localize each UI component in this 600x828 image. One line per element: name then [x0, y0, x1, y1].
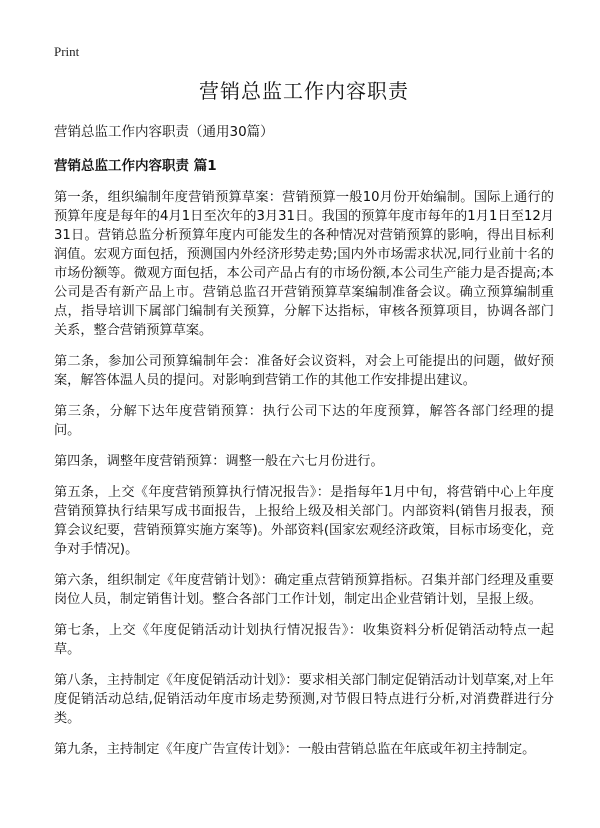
paragraph-article-9: 第九条，主持制定《年度广告宣传计划》：一般由营销总监在年底或年初主持制定。: [54, 742, 536, 757]
paragraph-article-4: 第四条，调整年度营销预算：调整一般在六七月份进行。: [54, 454, 384, 469]
paragraph-article-8: 第八条，主持制定《年度促销活动计划》：要求相关部门制定促销活动计划草案,对上年度促销活动总结,促销活动年度市场走势预测,对节假日特点进行分析,对消费群进行分类。: [54, 673, 554, 726]
section-heading: 营销总监工作内容职责 篇1: [54, 158, 217, 174]
paragraph-article-6: 第六条，组织制定《年度营销计划》：确定重点营销预算指标。召集并部门经理及重要岗位人员，制定销售计划。整合各部门工作计划，制定出企业营销计划，呈报上级。: [54, 573, 554, 607]
paragraph-article-2: 第二条，参加公司预算编制年会：准备好会议资料，对会上可能提出的问题，做好预案，解答体温人员的提问。对影响到营销工作的其他工作安排提出建议。: [54, 354, 554, 388]
print-link[interactable]: Print: [54, 44, 80, 59]
paragraph-article-7: 第七条，上交《年度促销活动计划执行情况报告》：收集资料分析促销活动特点一起草。: [54, 623, 554, 657]
document-subtitle: 营销总监工作内容职责（通用30篇）: [54, 124, 274, 140]
paragraph-article-3: 第三条，分解下达年度营销预算：执行公司下达的年度预算，解答各部门经理的提问。: [54, 404, 554, 438]
paragraph-article-5: 第五条，上交《年度营销预算执行情况报告》：是指每年1月中旬，将营销中心上年度营销预算执行结果写成书面报告，上报给上级及相关部门。内部资料(销售月报表，预算会议纪要，营销预算实施方案等)。外部资料(国家宏观经济政策，目标市场变化，竞争对手情况)。: [54, 485, 554, 557]
paragraph-article-1: 第一条，组织编制年度营销预算草案：营销预算一般10月份开始编制。国际上通行的预算年度是每年的4月1日至次年的3月31日。我国的预算年度市每年的1月1日至12月31日。营销总监分析预算年度内可能发生的各种情况对营销预算的影响，得出目标利润值。宏观方面包括，预测国内外经济形势走势;国内外市场需求状况,同行业前十名的市场份额等。微观方面包括，本公司产品占有的市场份额,本公司生产能力是否提高;本公司是否有新产品上市。营销总监召开营销预算草案编制准备会议。确立预算编制重点，指导培训下属部门编制有关预算，分解下达指标，审核各预算项目，协调各部门关系，整合营销预算草案。: [54, 190, 554, 338]
document-body: [54, 78, 554, 771]
page-title: 营销总监工作内容职责: [199, 79, 409, 103]
